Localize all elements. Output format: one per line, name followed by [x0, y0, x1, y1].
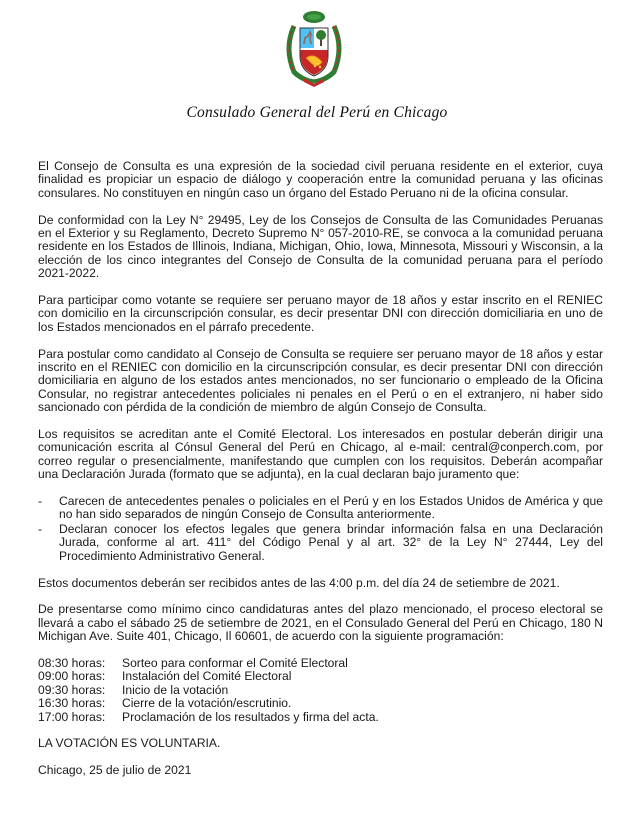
document-body — [38, 160, 603, 791]
list-item — [38, 523, 603, 563]
schedule-row — [38, 657, 603, 670]
declaration-text: Carecen de antecedentes penales o policiales en el Perú y en los Estados Unidos de América y que no han sido separados de ningún Consejo de Consulta anteriormente. — [59, 494, 603, 522]
schedule-time: 09:30 horas: — [38, 682, 106, 697]
schedule-activity: Instalación del Comité Electoral — [122, 669, 292, 684]
paragraph-intro: El Consejo de Consulta es una expresión de la sociedad civil peruana residente en el exterior, cuya finalidad es propiciar un espacio de diálogo y cooperación entre la comunidad peruana y las oficinas consulares. No constituyen en ningún caso un órgano del Estado Peruano ni de la oficina consular. — [38, 159, 603, 200]
schedule-time: 08:30 horas: — [38, 655, 106, 670]
schedule-time: 09:00 horas: — [38, 669, 106, 684]
consulate-letterhead: Consulado General del Perú en Chicago — [186, 104, 448, 121]
list-bullet: - — [38, 494, 43, 509]
paragraph-convocation: De conformidad con la Ley N° 29495, Ley de los Consejos de Consulta de las Comunidades Peruanas en el Exterior y su Reglamento, Decreto Supremo N° 057-2010-RE, se convoca a la comunidad peruana residente en los Estados de Illinois, Indiana, Michigan, Ohio, Iowa, Minnesota, Missouri y Wisconsin, a la elección de los cinco integrantes del Consejo de Consulta de la comunidad peruana para el período 2021-2022. — [38, 212, 603, 281]
election-schedule — [38, 657, 603, 724]
schedule-activity: Inicio de la votación — [122, 682, 229, 697]
schedule-row — [38, 670, 603, 683]
schedule-time: 17:00 horas: — [38, 709, 106, 724]
paragraph-deadline: Estos documentos deberán ser recibidos antes de las 4:00 p.m. del día 24 de setiembre de 2021. — [38, 575, 560, 590]
schedule-activity: Proclamación de los resultados y firma del acta. — [122, 709, 379, 724]
paragraph-voter-requirements: Para participar como votante se requiere ser peruano mayor de 18 años y estar inscrito en el RENIEC con domicilio en la circunscripción consular, es decir presentar DNI con dirección domiciliaria en uno de los Estados mencionados en el párrafo precedente. — [38, 293, 603, 334]
list-item — [38, 495, 603, 522]
schedule-activity: Sorteo para conformar el Comité Electoral — [122, 655, 348, 670]
schedule-time: 16:30 horas: — [38, 696, 106, 711]
paragraph-application-procedure: Los requisitos se acreditan ante el Comité Electoral. Los interesados en postular deberán dirigir una comunicación escrita al Cónsul General del Perú en Chicago, al e-mail: central@conperch.com, por correo regular o presencialmente, manifestando que cumplen con los requisitos. Deberán acompañar una Declaración Jurada (formato que se adjunta), en la cual declaran bajo juramento que: — [38, 427, 603, 482]
declaration-text: Declaran conocer los efectos legales que genera brindar información falsa en una Declaración Jurada, conforme al art. 411° del Código Penal y al art. 32° de la Ley N° 27444, Ley del Procedimiento Administrativo General. — [59, 521, 603, 563]
schedule-row — [38, 711, 603, 724]
schedule-activity: Cierre de la votación/escrutinio. — [122, 696, 292, 711]
schedule-row — [38, 697, 603, 710]
peru-coat-of-arms-emblem — [280, 8, 348, 88]
schedule-row — [38, 684, 603, 697]
paragraph-candidate-requirements: Para postular como candidato al Consejo de Consulta se requiere ser peruano mayor de 18 años y estar inscrito en el RENIEC con domicilio en la circunscripción consular, es decir presentar DNI con dirección domiciliaria en alguno de los estados antes mencionados, no ser funcionario o empleado de la Oficina Consular, no registrar antecedentes policiales ni penales en el Perú o en el extranjero, ni haber sido sancionado con pérdida de la condición de miembro de algún Consejo de Consulta. — [38, 346, 603, 415]
voluntary-vote-notice: LA VOTACIÓN ES VOLUNTARIA. — [38, 736, 221, 751]
paragraph-election-details: De presentarse como mínimo cinco candidaturas antes del plazo mencionado, el proceso electoral se llevará a cabo el sábado 25 de setiembre de 2021, en el Consulado General del Perú en Chicago, 180 N Michigan Ave. Suite 401, Chicago, Il 60601, de acuerdo con la siguiente programación: — [38, 602, 603, 644]
list-bullet: - — [38, 521, 43, 536]
place-and-date: Chicago, 25 de julio de 2021 — [38, 763, 192, 778]
sworn-declaration-list — [38, 495, 603, 563]
